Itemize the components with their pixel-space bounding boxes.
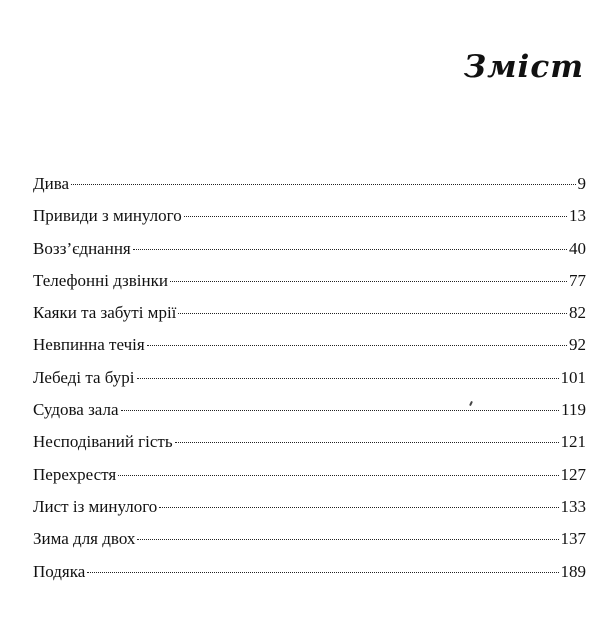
toc-entry <box>33 172 586 204</box>
toc-entry-title: Телефонні дзвінки <box>33 270 168 290</box>
dot-leader <box>175 442 559 443</box>
toc-entry <box>33 366 586 398</box>
toc-entry-page: 137 <box>560 529 586 549</box>
toc-entry <box>33 204 586 236</box>
dot-leader <box>121 410 560 411</box>
toc-entry <box>33 301 586 333</box>
toc-entry-title: Невпинна течія <box>33 335 145 355</box>
dot-leader <box>137 378 559 379</box>
dot-leader <box>184 216 567 217</box>
dot-leader <box>87 572 558 573</box>
toc-entry-title: Привиди з минулого <box>33 206 182 226</box>
toc-entry-page: 77 <box>569 270 586 290</box>
toc-entry <box>33 495 586 527</box>
toc-entry <box>33 463 586 495</box>
toc-entry-title: Каяки та забуті мрії <box>33 303 177 323</box>
toc-entry <box>33 333 586 365</box>
toc-entry-title: Лист із минулого <box>33 496 158 516</box>
toc-entry-title: Зима для двох <box>33 529 136 549</box>
dot-leader <box>159 507 558 508</box>
table-of-contents <box>33 172 586 592</box>
toc-entry <box>33 269 586 301</box>
page-title: Зміст <box>463 49 584 85</box>
dot-leader <box>137 539 558 540</box>
toc-entry-title: Перехрестя <box>33 464 117 484</box>
toc-entry-title: Судова зала <box>33 400 119 420</box>
toc-entry-page: 133 <box>560 496 586 516</box>
dot-leader <box>71 184 575 185</box>
toc-entry-page: 127 <box>560 464 586 484</box>
toc-entry <box>33 560 586 592</box>
dot-leader <box>178 313 567 314</box>
toc-entry-page: 189 <box>560 561 586 581</box>
dot-leader <box>133 249 567 250</box>
dot-leader <box>147 345 567 346</box>
dot-leader <box>118 475 558 476</box>
toc-entry-title: Дива <box>33 174 70 193</box>
toc-entry-title: Возз’єднання <box>33 238 131 258</box>
toc-entry-page: 101 <box>560 367 586 387</box>
toc-entry <box>33 398 586 430</box>
toc-entry <box>33 430 586 462</box>
toc-entry-page: 13 <box>569 206 586 226</box>
toc-entry-page: 119 <box>561 400 586 420</box>
toc-entry-page: 121 <box>560 432 586 452</box>
toc-entry <box>33 237 586 269</box>
toc-entry-page: 9 <box>577 174 586 193</box>
toc-entry-page: 40 <box>569 238 586 258</box>
toc-entry-page: 92 <box>569 335 586 355</box>
toc-entry-title: Подяка <box>33 561 86 581</box>
dot-leader <box>170 281 567 282</box>
toc-entry-title: Лебеді та бурі <box>33 367 135 387</box>
toc-entry <box>33 527 586 559</box>
toc-entry-page: 82 <box>569 303 586 323</box>
toc-entry-title: Несподіваний гість <box>33 432 173 452</box>
